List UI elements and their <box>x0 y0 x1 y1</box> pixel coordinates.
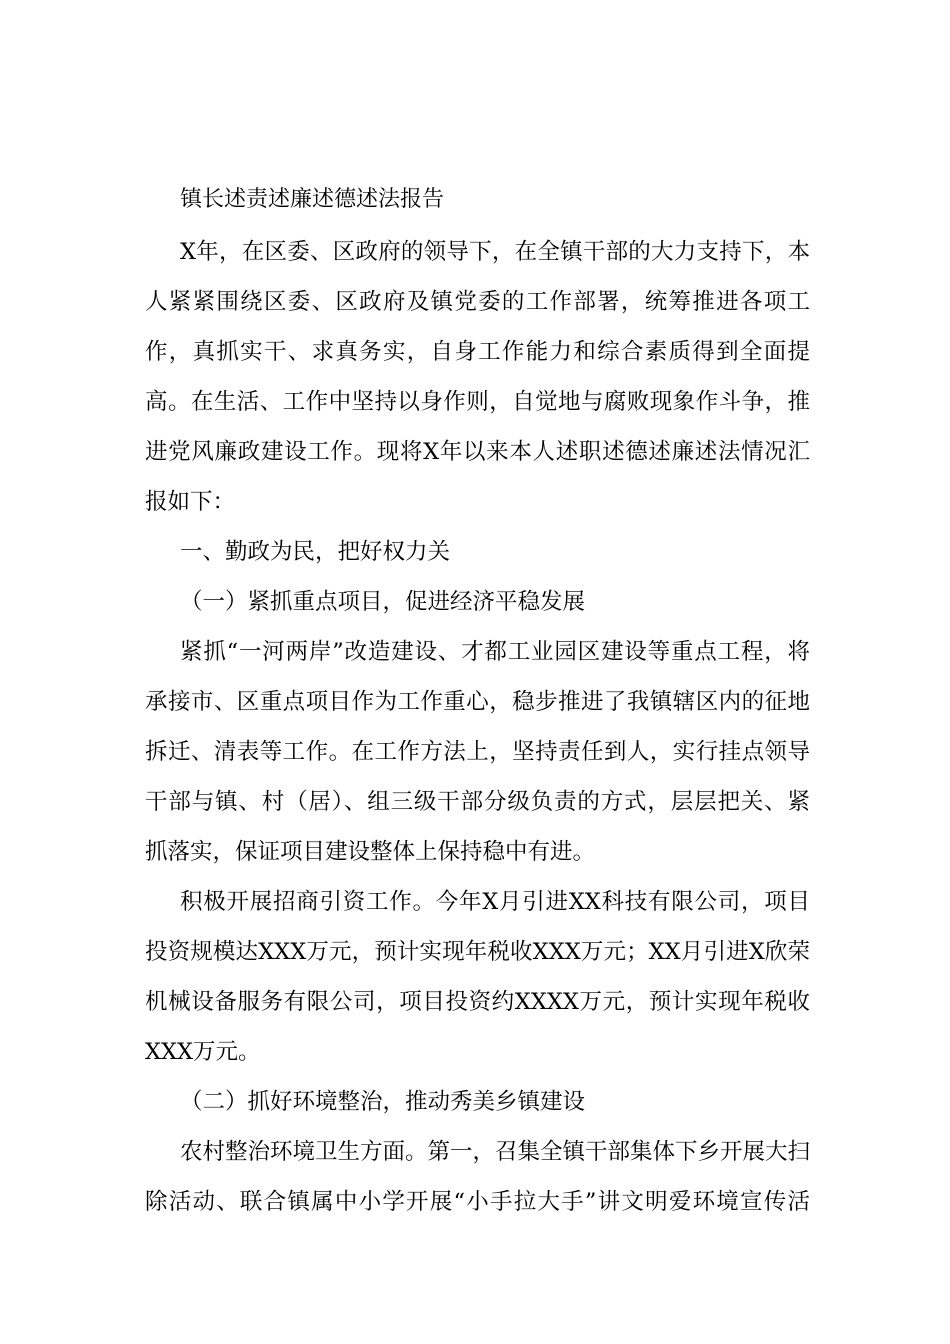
investment-paragraph <box>145 877 810 1077</box>
text-line: 高。在生活、工作中坚持以身作则，自觉地与腐败现象作斗争，推 <box>145 389 810 415</box>
text-line: 除活动、联合镇属中小学开展“小手拉大手”讲文明爱环境宣传活 <box>145 1189 810 1215</box>
environment-paragraph <box>145 1127 810 1227</box>
text-line: 承接市、区重点项目作为工作重心，稳步推进了我镇辖区内的征地 <box>145 689 810 715</box>
projects-paragraph <box>145 627 810 877</box>
text-line: 机械设备服务有限公司，项目投资约XXXX万元，预计实现年税收 <box>145 989 810 1015</box>
subsection-heading: （二）抓好环境整治，推动秀美乡镇建设 <box>180 1089 586 1115</box>
text-line: 作，真抓实干、求真务实，自身工作能力和综合素质得到全面提 <box>145 339 810 365</box>
text-line: 农村整治环境卫生方面。第一，召集全镇干部集体下乡开展大扫 <box>180 1139 811 1165</box>
text-line: XXX万元。 <box>145 1039 261 1065</box>
intro-paragraph <box>145 227 810 527</box>
text-line: 拆迁、清表等工作。在工作方法上，坚持责任到人，实行挂点领导 <box>145 739 810 765</box>
text-line: 人紧紧围绕区委、区政府及镇党委的工作部署，统筹推进各项工 <box>145 289 810 315</box>
text-line: 紧抓“一河两岸”改造建设、才都工业园区建设等重点工程，将 <box>180 639 810 665</box>
section-heading: 一、勤政为民，把好权力关 <box>180 539 451 565</box>
text-line: 进党风廉政建设工作。现将X年以来本人述职述德述廉述法情况汇 <box>145 439 810 465</box>
text-line: 抓落实，保证项目建设整体上保持稳中有进。 <box>145 839 596 865</box>
text-line: 干部与镇、村（居）、组三级干部分级负责的方式，层层把关、紧 <box>145 789 810 815</box>
text-line: 报如下： <box>145 489 236 515</box>
document-title: 镇长述责述廉述德述法报告 <box>180 187 445 212</box>
text-line: X年，在区委、区政府的领导下，在全镇干部的大力支持下，本 <box>180 239 810 265</box>
subsection-heading: （一）紧抓重点项目，促进经济平稳发展 <box>180 589 586 615</box>
text-line: 积极开展招商引资工作。今年X月引进XX科技有限公司，项目 <box>180 889 810 915</box>
text-line: 投资规模达XXX万元，预计实现年税收XXX万元；XX月引进X欣荣 <box>145 939 810 965</box>
